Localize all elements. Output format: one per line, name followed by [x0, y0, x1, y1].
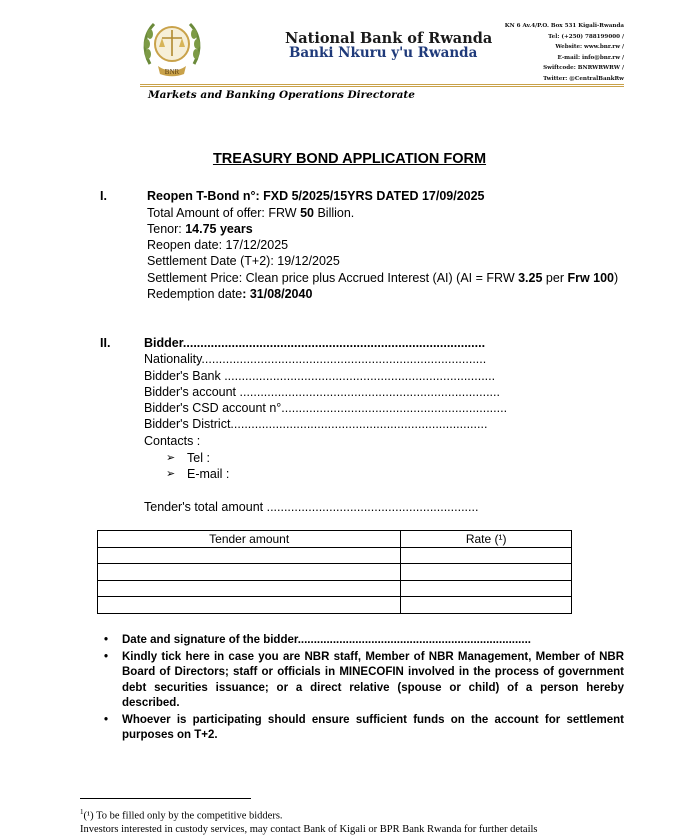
bullet-icon: • [104, 713, 109, 726]
table-header-row [98, 531, 572, 548]
arrow-bullet-icon: ➢ [166, 452, 176, 464]
footnote-text: (¹) To be filled only by the competitive bidders. [83, 810, 283, 822]
rate-cell[interactable] [401, 580, 572, 597]
contacts-label: Contacts : [144, 434, 201, 448]
bank-name: National Bank of Rwanda [285, 30, 493, 47]
section-1-heading: Reopen T-Bond n°: FXD 5/2025/15YRS DATED 17/09/2025 [147, 189, 485, 203]
rate-cell[interactable] [401, 564, 572, 581]
settlement-price-label: Settlement Price: Clean price plus Accrued Interest (AI) (AI = FRW [147, 271, 519, 285]
settlement-price-close: ) [614, 271, 619, 285]
date-signature-line[interactable]: Date and signature of the bidder......................................................................... [122, 634, 531, 646]
header-divider [140, 84, 624, 85]
tender-amount-cell[interactable] [98, 564, 401, 581]
table-row [98, 597, 572, 614]
total-offer-value: 50 [300, 206, 314, 220]
form-title [0, 151, 699, 167]
bidder-field[interactable]: Bidder....................................................................................... [144, 336, 486, 350]
rate-header: Rate (¹) [401, 531, 572, 548]
footnote-marker: 1 [80, 808, 84, 816]
total-offer-label: Total Amount of offer: FRW [147, 206, 301, 220]
custody-note: Investors interested in custody services, may contact Bank of Kigali or BPR Bank Rwanda for further details [80, 823, 538, 835]
tenders-total-amount-field[interactable]: Tender's total amount ............................................................. [144, 500, 479, 514]
settlement-date: Settlement Date (T+2): 19/12/2025 [147, 254, 340, 268]
contact-twitter: Twitter: @CentralBankRw [543, 75, 624, 82]
form-title-text: TREASURY BOND APPLICATION FORM [212, 151, 487, 167]
redemption-date-label: Redemption date [147, 287, 243, 301]
bidders-account-field[interactable]: Bidder's account ........................................................................... [144, 385, 500, 399]
table-row [98, 564, 572, 581]
tender-amount-header: Tender amount [98, 531, 401, 548]
directorate-name: Markets and Banking Operations Directorate [148, 89, 415, 101]
email-field[interactable]: E-mail : [187, 467, 230, 481]
section-2-number: II. [100, 336, 111, 350]
bidders-bank-field[interactable]: Bidder's Bank .............................................................................. [144, 369, 496, 383]
arrow-bullet-icon: ➢ [166, 468, 176, 480]
contact-website: Website: www.bnr.rw / [555, 44, 624, 51]
nationality-field[interactable]: Nationality.................................................................................. [144, 352, 487, 366]
bnr-logo [140, 14, 204, 78]
redemption-date-value: : 31/08/2040 [242, 287, 313, 301]
settlement-price-per: per [542, 271, 568, 285]
reopen-date: Reopen date: 17/12/2025 [147, 238, 289, 252]
table-row [98, 547, 572, 564]
total-offer-unit: Billion. [313, 206, 355, 220]
tenor-value: 14.75 years [185, 222, 253, 236]
settlement-price-unit: Frw 100 [567, 271, 615, 285]
tenor-label: Tenor: [147, 222, 186, 236]
logo-initials: BNR [164, 68, 180, 76]
total-offer [147, 206, 354, 220]
settlement-price [147, 271, 618, 285]
bank-name-kinyarwanda: Banki Nkuru y'u Rwanda [289, 45, 478, 61]
footnote-line-1 [80, 806, 538, 823]
contact-block [505, 21, 624, 85]
tender-amount-cell[interactable] [98, 597, 401, 614]
tender-amount-cell[interactable] [98, 547, 401, 564]
bidders-csd-account-field[interactable]: Bidder's CSD account n°................................................................. [144, 401, 508, 415]
footnote [80, 806, 538, 836]
contact-email: E-mail: info@bnr.rw / [557, 54, 624, 61]
bullet-icon: • [104, 650, 109, 663]
list-item [104, 650, 624, 712]
table-row [98, 580, 572, 597]
section-1-number: I. [100, 189, 107, 203]
list-item [104, 633, 624, 649]
nbr-staff-declaration[interactable]: Kindly tick here in case you are NBR staff, Member of NBR Management, Member of NBR Board of Directors; staff or officials in MINECOFIN involved in the process of government debt securities issuance; or a direct relative (spouse or child) of a person hereby described. [122, 650, 624, 709]
tenor [147, 222, 253, 236]
tel-field[interactable]: Tel : [187, 451, 210, 465]
bullet-icon: • [104, 634, 109, 646]
rate-cell[interactable] [401, 547, 572, 564]
tender-amount-cell[interactable] [98, 580, 401, 597]
rate-cell[interactable] [401, 597, 572, 614]
instructions-list [104, 633, 624, 745]
header-divider-secondary [140, 86, 624, 87]
tender-table [97, 530, 572, 614]
contact-address: KN 6 Av.4/P.O. Box 531 Kigali-Rwanda [504, 23, 624, 29]
list-item [104, 713, 624, 744]
accrued-interest-value: 3.25 [518, 271, 543, 285]
sufficient-funds-note: Whoever is participating should ensure sufficient funds on the account for settlement purposes on T+2. [122, 713, 624, 741]
contact-tel: Tel: (+250) 788199000 / [548, 33, 624, 40]
bidders-district-field[interactable]: Bidder's District.......................................................................... [144, 417, 488, 431]
contact-swiftcode: Swiftcode: BNRWRWRW / [543, 65, 624, 72]
footnote-divider [80, 798, 251, 799]
redemption-date [147, 287, 312, 301]
